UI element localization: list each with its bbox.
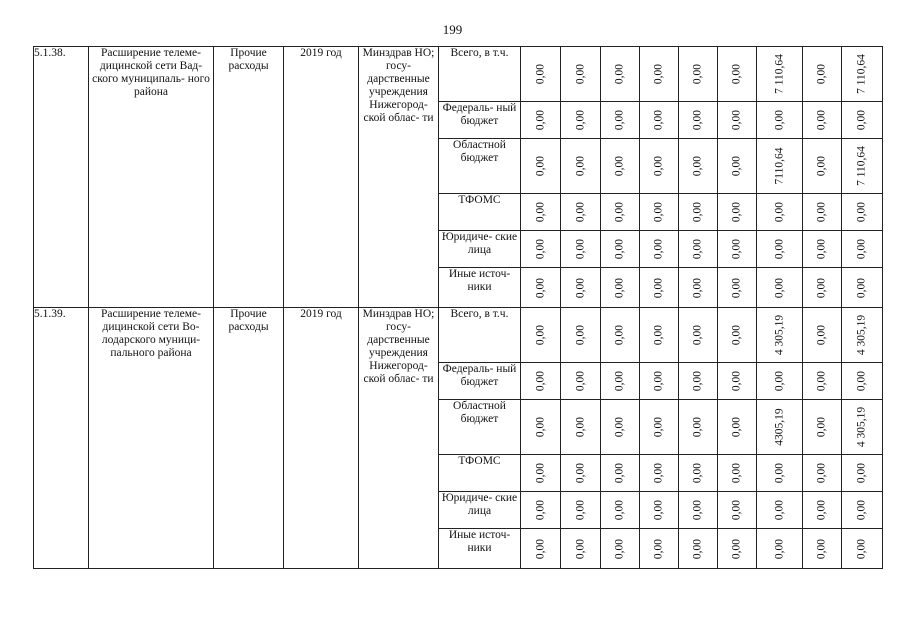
- value-text: 0,00: [730, 201, 743, 223]
- funding-source-label: Иные источ- ники: [439, 529, 521, 569]
- item-executor: Минздрав НО; госу- дарственные учреждения Нижегород- ской облас- ти: [359, 308, 439, 569]
- value-text: 0,00: [652, 538, 665, 559]
- value-cell: [679, 102, 718, 139]
- funding-source-label: Федераль- ный бюджет: [439, 102, 521, 139]
- value-text: 0,00: [815, 499, 828, 521]
- value-cell: [679, 400, 718, 455]
- value-text: 0,00: [613, 538, 626, 559]
- value-cell: [842, 492, 883, 529]
- value-cell: [803, 363, 842, 400]
- value-text: 7 110,64: [855, 54, 868, 94]
- value-cell: [679, 194, 718, 231]
- value-text: 7 110,64: [773, 54, 785, 94]
- funding-source-label: Юридиче- ские лица: [439, 492, 521, 529]
- value-cell: [561, 139, 601, 194]
- value-cell: [842, 363, 883, 400]
- value-text: 0,00: [652, 324, 665, 346]
- value-cell: [679, 492, 718, 529]
- value-cell: [842, 102, 883, 139]
- value-text: 0,00: [652, 201, 665, 223]
- value-text: 0,00: [613, 499, 626, 521]
- value-text: 0,00: [855, 499, 868, 521]
- value-cell: [601, 194, 640, 231]
- value-cell: [640, 492, 679, 529]
- funding-source-label: Федераль- ный бюджет: [439, 363, 521, 400]
- value-text: 0,00: [730, 462, 743, 484]
- value-text: 0,00: [815, 109, 828, 131]
- value-cell: [601, 308, 640, 363]
- value-cell: [679, 139, 718, 194]
- value-text: 0,00: [730, 109, 743, 131]
- value-text: 0,00: [613, 201, 626, 223]
- value-text: 0,00: [534, 416, 546, 438]
- value-text: 0,00: [815, 277, 828, 298]
- value-text: 4 305,19: [773, 314, 785, 356]
- value-text: 0,00: [773, 370, 785, 392]
- value-cell: [521, 139, 561, 194]
- value-cell: [803, 308, 842, 363]
- value-text: 0,00: [730, 370, 743, 392]
- item-name: Расширение телеме- дицинской сети Вад- ского муниципаль- ного района: [89, 47, 214, 308]
- value-cell: [640, 268, 679, 308]
- value-cell: [521, 455, 561, 492]
- value-text: 0,00: [574, 277, 586, 298]
- value-text: 0,00: [730, 324, 743, 346]
- value-cell: [679, 47, 718, 102]
- value-cell: [803, 47, 842, 102]
- value-text: 0,00: [613, 462, 626, 484]
- value-cell: [842, 139, 883, 194]
- value-cell: [561, 529, 601, 569]
- value-cell: [718, 308, 757, 363]
- value-cell: [718, 268, 757, 308]
- budget-table: [33, 46, 883, 569]
- value-cell: [757, 194, 803, 231]
- value-text: 4 305,19: [855, 406, 868, 448]
- value-cell: [521, 231, 561, 268]
- value-cell: [757, 139, 803, 194]
- value-text: 0,00: [855, 238, 868, 260]
- value-text: 0,00: [730, 155, 743, 177]
- value-text: 0,00: [534, 499, 546, 521]
- value-cell: [601, 102, 640, 139]
- value-text: 0,00: [574, 324, 586, 346]
- value-text: 0,00: [574, 538, 586, 559]
- funding-source-label: ТФОМС: [439, 455, 521, 492]
- value-cell: [679, 268, 718, 308]
- value-cell: [561, 102, 601, 139]
- value-cell: [757, 455, 803, 492]
- value-cell: [640, 194, 679, 231]
- value-cell: [601, 47, 640, 102]
- value-text: 0,00: [652, 370, 665, 392]
- value-cell: [601, 363, 640, 400]
- value-cell: [679, 363, 718, 400]
- value-cell: [561, 268, 601, 308]
- funding-source-label: ТФОМС: [439, 194, 521, 231]
- value-text: 0,00: [730, 416, 743, 438]
- value-text: 0,00: [691, 462, 704, 484]
- value-text: 0,00: [691, 324, 704, 346]
- value-text: 0,00: [613, 155, 626, 177]
- value-cell: [601, 492, 640, 529]
- page-number: 199: [442, 22, 463, 37]
- value-text: 0,00: [691, 155, 704, 177]
- value-cell: [718, 102, 757, 139]
- item-year: 2019 год: [284, 308, 359, 569]
- item-number: 5.1.39.: [34, 308, 89, 569]
- value-text: 0,00: [613, 109, 626, 131]
- value-cell: [757, 102, 803, 139]
- value-text: 0,00: [574, 63, 586, 85]
- value-text: 0,00: [855, 370, 868, 392]
- value-cell: [640, 139, 679, 194]
- value-text: 0,00: [534, 155, 546, 177]
- value-text: 0,00: [534, 324, 546, 346]
- value-text: 0,00: [730, 63, 743, 85]
- value-cell: [803, 194, 842, 231]
- value-cell: [718, 400, 757, 455]
- value-cell: [521, 194, 561, 231]
- value-cell: [521, 492, 561, 529]
- table-row: [34, 308, 883, 363]
- value-cell: [679, 231, 718, 268]
- value-cell: [521, 363, 561, 400]
- value-text: 0,00: [613, 324, 626, 346]
- value-text: 0,00: [613, 63, 626, 85]
- value-cell: [561, 308, 601, 363]
- value-cell: [803, 139, 842, 194]
- funding-source-label: Всего, в т.ч.: [439, 308, 521, 363]
- value-text: 0,00: [574, 238, 586, 260]
- value-text: 0,00: [691, 416, 704, 438]
- value-text: 0,00: [652, 277, 665, 298]
- value-text: 0,00: [691, 499, 704, 521]
- value-cell: [718, 492, 757, 529]
- value-cell: [601, 231, 640, 268]
- value-text: 0,00: [815, 370, 828, 392]
- value-text: 0,00: [613, 277, 626, 298]
- value-cell: [601, 455, 640, 492]
- value-cell: [718, 455, 757, 492]
- item-number: 5.1.38.: [34, 47, 89, 308]
- value-cell: [718, 139, 757, 194]
- value-cell: [640, 47, 679, 102]
- value-cell: [640, 308, 679, 363]
- value-cell: [521, 102, 561, 139]
- item-year: 2019 год: [284, 47, 359, 308]
- value-cell: [803, 102, 842, 139]
- value-cell: [803, 400, 842, 455]
- value-text: 0,00: [534, 201, 546, 223]
- value-cell: [803, 231, 842, 268]
- value-text: 0,00: [652, 155, 665, 177]
- value-text: 0,00: [534, 277, 546, 298]
- value-cell: [561, 47, 601, 102]
- value-cell: [601, 268, 640, 308]
- value-cell: [757, 308, 803, 363]
- value-cell: [757, 268, 803, 308]
- value-text: 0,00: [773, 538, 785, 559]
- value-cell: [521, 308, 561, 363]
- value-text: 0,00: [815, 201, 828, 223]
- value-cell: [803, 492, 842, 529]
- value-cell: [561, 363, 601, 400]
- value-cell: [842, 400, 883, 455]
- value-text: 0,00: [855, 109, 868, 131]
- value-cell: [757, 529, 803, 569]
- value-text: 0,00: [613, 238, 626, 260]
- value-text: 0,00: [574, 499, 586, 521]
- value-cell: [718, 194, 757, 231]
- value-text: 0,00: [534, 238, 546, 260]
- value-text: 0,00: [534, 109, 546, 131]
- value-text: 4305,19: [773, 408, 785, 446]
- value-text: 0,00: [574, 462, 586, 484]
- value-cell: [718, 47, 757, 102]
- value-text: 0,00: [534, 370, 546, 392]
- expense-type: Прочие расходы: [214, 308, 284, 569]
- value-cell: [561, 492, 601, 529]
- value-cell: [601, 139, 640, 194]
- item-executor: Минздрав НО; госу- дарственные учреждения Нижегород- ской облас- ти: [359, 47, 439, 308]
- value-text: 7110,64: [773, 147, 785, 185]
- value-text: 0,00: [855, 538, 868, 559]
- value-text: 0,00: [691, 370, 704, 392]
- value-text: 0,00: [652, 416, 665, 438]
- value-cell: [561, 194, 601, 231]
- value-text: 0,00: [534, 63, 546, 85]
- value-text: 0,00: [613, 416, 626, 438]
- value-cell: [521, 529, 561, 569]
- value-text: 0,00: [815, 238, 828, 260]
- value-cell: [842, 268, 883, 308]
- value-cell: [679, 529, 718, 569]
- value-text: 0,00: [773, 109, 785, 131]
- value-cell: [640, 455, 679, 492]
- value-text: 0,00: [815, 63, 828, 85]
- value-cell: [679, 455, 718, 492]
- value-cell: [561, 400, 601, 455]
- value-text: 0,00: [574, 370, 586, 392]
- value-text: 0,00: [652, 109, 665, 131]
- value-cell: [521, 268, 561, 308]
- value-cell: [640, 363, 679, 400]
- value-text: 0,00: [652, 499, 665, 521]
- value-cell: [640, 102, 679, 139]
- value-text: 0,00: [815, 462, 828, 484]
- value-text: 0,00: [730, 499, 743, 521]
- value-text: 0,00: [574, 155, 586, 177]
- value-text: 0,00: [773, 499, 785, 521]
- value-text: 0,00: [574, 201, 586, 223]
- value-cell: [521, 47, 561, 102]
- value-text: 0,00: [730, 277, 743, 298]
- expense-type: Прочие расходы: [214, 47, 284, 308]
- item-name: Расширение телеме- дицинской сети Во- лодарского муници- пального района: [89, 308, 214, 569]
- value-text: 0,00: [691, 238, 704, 260]
- value-text: 0,00: [730, 238, 743, 260]
- value-cell: [757, 400, 803, 455]
- value-text: 0,00: [773, 277, 785, 298]
- funding-source-label: Областной бюджет: [439, 400, 521, 455]
- value-text: 0,00: [652, 63, 665, 85]
- value-text: 0,00: [773, 462, 785, 484]
- value-cell: [803, 268, 842, 308]
- value-cell: [803, 455, 842, 492]
- value-text: 0,00: [691, 109, 704, 131]
- funding-source-label: Иные источ- ники: [439, 268, 521, 308]
- value-cell: [757, 492, 803, 529]
- value-cell: [757, 363, 803, 400]
- value-cell: [601, 529, 640, 569]
- value-text: 4 305,19: [855, 314, 868, 356]
- value-cell: [561, 231, 601, 268]
- value-cell: [718, 529, 757, 569]
- value-cell: [601, 400, 640, 455]
- value-text: 0,00: [652, 238, 665, 260]
- value-text: 0,00: [613, 370, 626, 392]
- value-cell: [842, 308, 883, 363]
- value-cell: [521, 400, 561, 455]
- value-cell: [842, 455, 883, 492]
- value-cell: [803, 529, 842, 569]
- funding-source-label: Всего, в т.ч.: [439, 47, 521, 102]
- value-cell: [718, 231, 757, 268]
- value-text: 0,00: [855, 201, 868, 223]
- value-text: 0,00: [855, 462, 868, 484]
- value-text: 0,00: [815, 416, 828, 438]
- funding-source-label: Юридиче- ские лица: [439, 231, 521, 268]
- value-cell: [640, 529, 679, 569]
- value-text: 0,00: [691, 277, 704, 298]
- value-text: 0,00: [574, 416, 586, 438]
- value-text: 0,00: [773, 238, 785, 260]
- value-text: 0,00: [815, 538, 828, 559]
- value-cell: [842, 529, 883, 569]
- value-text: 0,00: [855, 277, 868, 298]
- value-cell: [842, 194, 883, 231]
- value-cell: [640, 400, 679, 455]
- value-text: 0,00: [691, 63, 704, 85]
- value-text: 0,00: [773, 201, 785, 223]
- value-cell: [718, 363, 757, 400]
- value-text: 0,00: [652, 462, 665, 484]
- value-text: 0,00: [730, 538, 743, 559]
- value-text: 0,00: [815, 155, 828, 177]
- value-text: 0,00: [534, 462, 546, 484]
- value-cell: [842, 231, 883, 268]
- value-cell: [561, 455, 601, 492]
- value-cell: [757, 231, 803, 268]
- value-text: 0,00: [691, 538, 704, 559]
- value-text: 0,00: [534, 538, 546, 559]
- value-cell: [640, 231, 679, 268]
- value-text: 0,00: [815, 324, 828, 346]
- value-text: 0,00: [574, 109, 586, 131]
- value-cell: [679, 308, 718, 363]
- value-cell: [842, 47, 883, 102]
- funding-source-label: Областной бюджет: [439, 139, 521, 194]
- value-text: 7 110,64: [855, 146, 868, 186]
- table-row: [34, 47, 883, 102]
- value-text: 0,00: [691, 201, 704, 223]
- value-cell: [757, 47, 803, 102]
